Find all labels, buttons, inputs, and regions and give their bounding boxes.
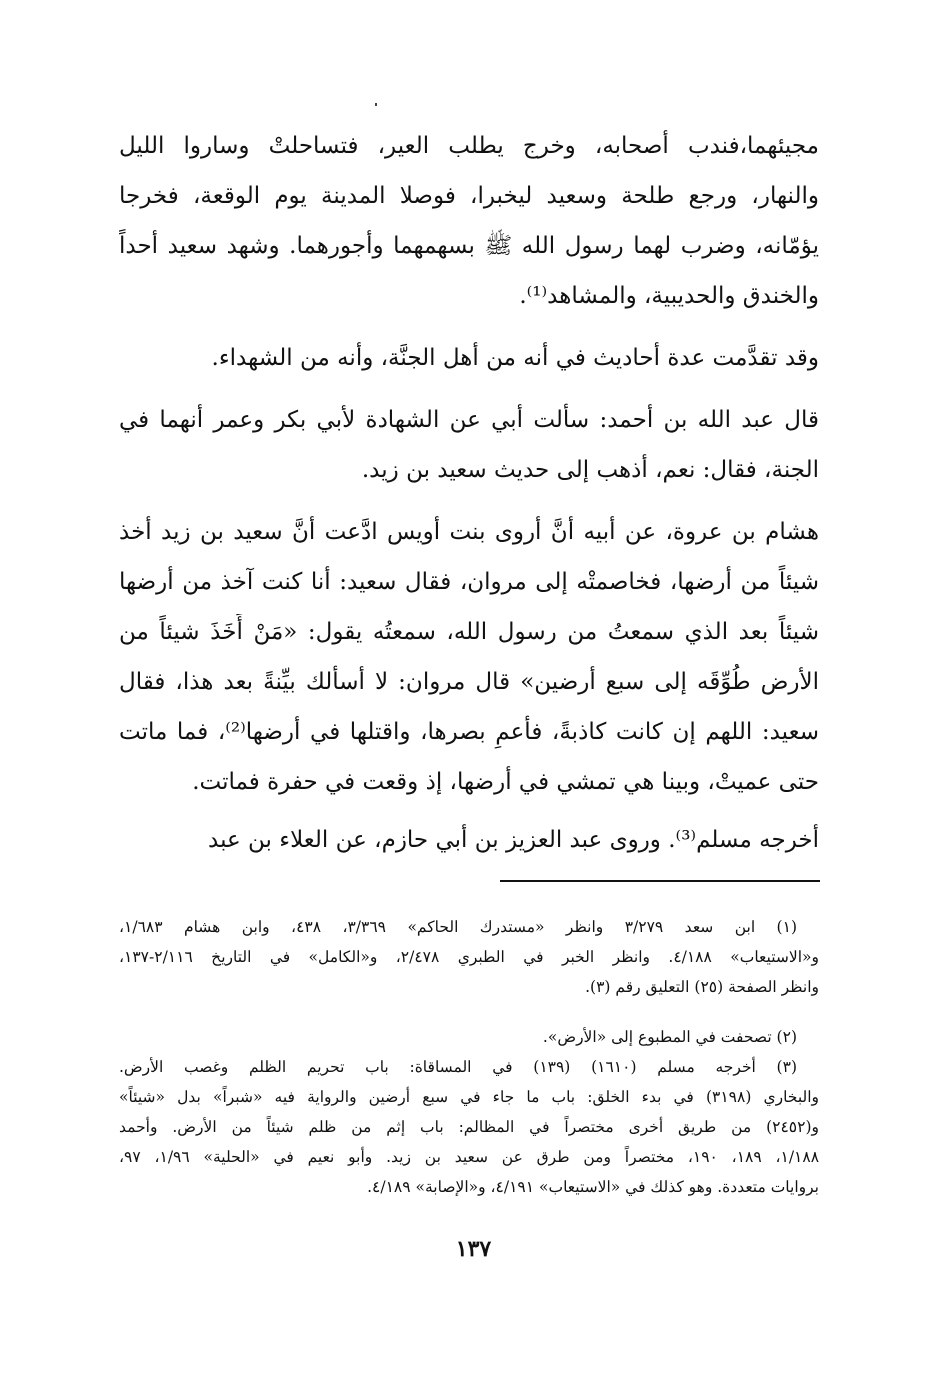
page-number: ١٣٧ — [455, 1236, 492, 1262]
body-line-12: سعيد: اللهم إن كانت كاذبةً، فأعمِ بصرها، واقتلها في أرضها⁽²⁾، فما ماتت — [119, 719, 819, 745]
body-line-8: هشام بن عروة، عن أبيه أنَّ أروى بنت أويس ادَّعت أنَّ سعيد بن زيد أخذ — [119, 519, 819, 545]
scan-speck — [375, 103, 377, 106]
body-line-10: شيئاً بعد الذي سمعتُ من رسول الله، سمعتُه يقول: «مَنْ أَخَذَ شيئاً من — [119, 619, 819, 645]
footnote-line-7: و(٢٤٥٢) من طريق أخرى مختصراً في المظالم: باب إثم من ظلم شيئاً من الأرض. وأحمد — [119, 1118, 819, 1136]
body-line-3: يؤمّانه، وضرب لهما رسول الله ﷺ بسهمهما وأجورهما. وشهد سعيد أحداً — [119, 233, 819, 259]
body-line-1: مجيئهما،فندب أصحابه، وخرج يطلب العير، فتساحلتْ وساروا الليل — [119, 133, 819, 159]
footnote-line-1: (١) ابن سعد ٣/٢٧٩ وانظر «مستدرك الحاكم» ٣/٣٦٩، ٤٣٨، وابن هشام ١/٦٨٣، — [119, 918, 797, 936]
body-line-9: شيئاً من أرضها، فخاصمتْه إلى مروان، فقال سعيد: أنا كنت آخذ من أرضها — [119, 569, 819, 595]
body-line-14: أخرجه مسلم⁽³⁾. وروى عبد العزيز بن أبي حازم، عن العلاء بن عبد — [208, 827, 819, 853]
body-line-2: والنهار، ورجع طلحة وسعيد ليخبرا، فوصلا المدينة يوم الوقعة، فخرجا — [119, 183, 819, 209]
body-line-7: الجنة، فقال: نعم، أذهب إلى حديث سعيد بن زيد. — [361, 457, 819, 483]
footnote-line-3: وانظر الصفحة (٢٥) التعليق رقم (٣). — [585, 978, 819, 996]
footnote-line-4: (٢) تصحفت في المطبوع إلى «الأرض». — [542, 1028, 797, 1046]
body-line-11: الأرض طُوِّقَه إلى سبع أرضين» قال مروان: لا أسألك بيِّنةً بعد هذا، فقال — [119, 669, 819, 695]
footnote-line-2: و«الاستيعاب» ٤/١٨٨. وانظر الخبر في الطبري ٢/٤٧٨، و«الكامل» في التاريخ ٢/١١٦-١٣٧، — [119, 948, 819, 966]
footnote-line-6: والبخاري (٣١٩٨) في بدء الخلق: باب ما جاء في سبع أرضين والرواية فيه «شبراً» بدل «شيئاً» — [119, 1088, 819, 1106]
footnote-line-5: (٣) أخرجه مسلم (١٦١٠) (١٣٩) في المساقاة: باب تحريم الظلم وغصب الأرض. — [119, 1058, 797, 1076]
body-line-6: قال عبد الله بن أحمد: سألت أبي عن الشهادة لأبي بكر وعمر أنهما في — [119, 407, 819, 433]
body-line-5: وقد تقدَّمت عدة أحاديث في أنه من أهل الجنَّة، وأنه من الشهداء. — [211, 345, 819, 371]
footnote-line-9: بروايات متعددة. وهو كذلك في «الاستيعاب» ٤/١٩١، و«الإصابة» ٤/١٨٩. — [367, 1178, 819, 1196]
footnote-line-8: ١/١٨٨، ١٨٩، ١٩٠، مختصراً ومن طرق عن سعيد بن زيد. وأبو نعيم في «الحلية» ١/٩٦، ٩٧، — [119, 1148, 819, 1166]
body-line-4: والخندق والحديبية، والمشاهد⁽¹⁾. — [519, 283, 819, 309]
body-line-13: حتى عميتْ، وبينا هي تمشي في أرضها، إذ وقعت في حفرة فماتت. — [192, 769, 819, 795]
footnote-separator — [500, 880, 820, 882]
